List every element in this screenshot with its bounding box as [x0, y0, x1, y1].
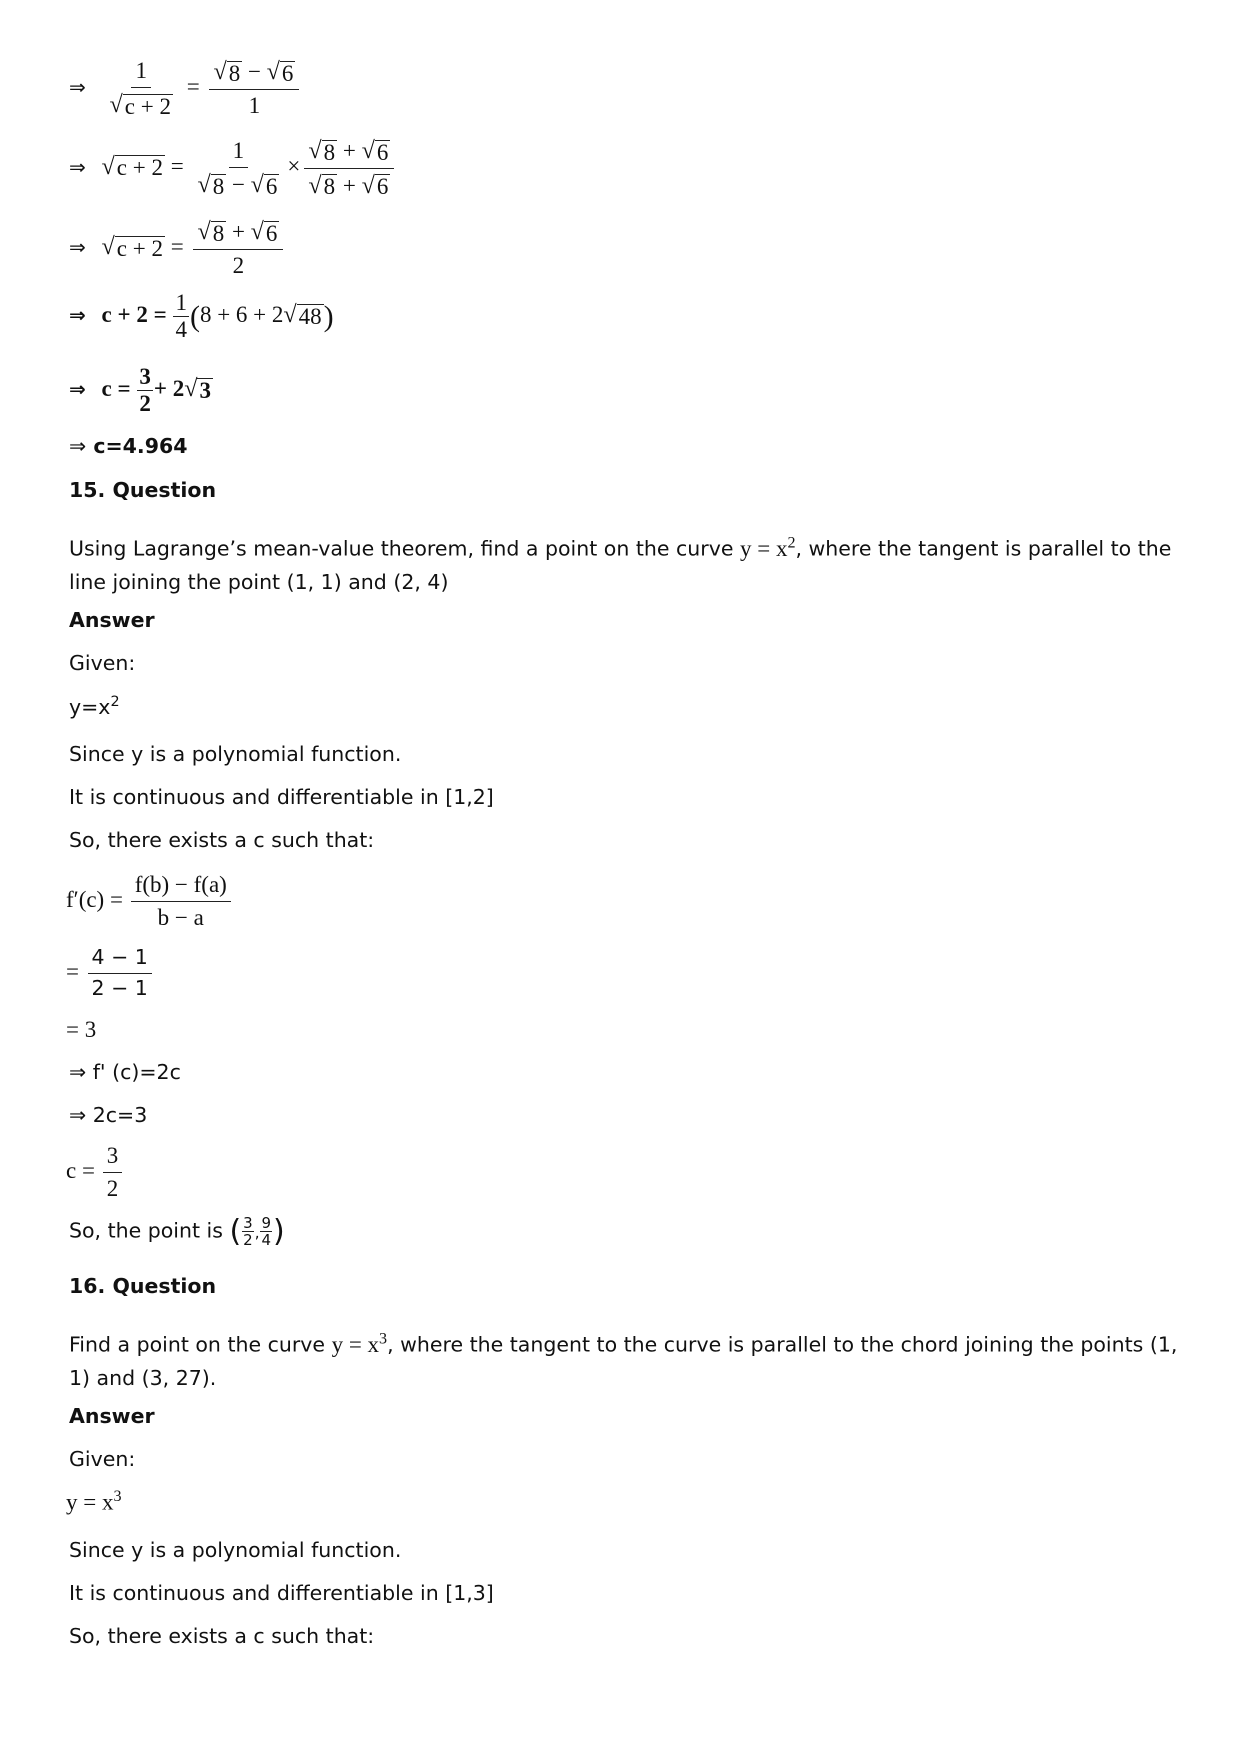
question-15-text: Using Lagrange’s mean-value theorem, find a point on the curve $y = x^2$, where the tangent is parallel to the line joining the point (1, 1) and (2, 4) [69, 534, 1172, 594]
statement-exists-c-16: So, there exists a c such that: [69, 1624, 375, 1648]
statement-exists-c: So, there exists a c such that: [69, 828, 375, 852]
mvt-result: = 3 [66, 1017, 97, 1042]
implies-arrow: ⇒ [69, 234, 86, 259]
implies-arrow: ⇒ [69, 74, 86, 99]
statement-continuous-16: It is continuous and differentiable in [1,3] [69, 1581, 494, 1605]
c-value: c = $\frac{3}{2}$ [66, 1143, 126, 1203]
mvt-formula: f′(c) = $\frac{f(b) - f(a)}{b - a}$ [66, 872, 235, 932]
eq-step-2: ⇒ √ c + 2 = 1 √ 8 − √ 6 × √ 8 + √ 6 √ 8 + √ 6 [69, 137, 398, 200]
given-equation: $y=x^2$ [69, 694, 120, 719]
eq-step-5: ⇒ c = $\frac{3}{2}$ + 2 √ 3 [69, 364, 211, 417]
statement-polynomial-16: Since y is a polynomial function. [69, 1538, 402, 1562]
equation-2c: ⇒ 2c=3 [69, 1103, 148, 1127]
eq-step-4: ⇒ c + 2 = $\frac{1}{4}$ (8 + 6 + 2 √ 48 ) [69, 290, 334, 343]
statement-polynomial: Since y is a polynomial function. [69, 742, 402, 766]
given-label-16: Given: [69, 1447, 136, 1471]
point-result: So, the point is ( $\frac{3}{2}$ , $\frac{9}{4}$ ) [69, 1213, 285, 1249]
given-equation-16: $y = x^3$ [66, 1488, 122, 1515]
eq-step-1: ⇒ 1 √ c + 2 = √ 8 − √ 6 1 [69, 58, 303, 119]
statement-continuous: It is continuous and differentiable in [1,2] [69, 785, 494, 809]
given-label: Given: [69, 651, 136, 675]
implies-arrow: ⇒ [69, 154, 86, 179]
answer-label: Answer [69, 608, 155, 632]
eq-step-3: ⇒ √ c + 2 = √ 8 + √ 6 2 [69, 218, 287, 279]
mvt-substitution: = $\frac{4 - 1}{2 - 1}$ [66, 946, 156, 1000]
answer-label-16: Answer [69, 1404, 155, 1428]
question-16-title: 16. Question [69, 1274, 217, 1298]
derivative-line: ⇒ f' (c)=2c [69, 1060, 181, 1084]
implies-arrow: ⇒ [69, 377, 86, 402]
implies-arrow: ⇒ [69, 303, 86, 328]
eq-step-6: ⇒ c=4.964 [69, 434, 188, 458]
question-15-title: 15. Question [69, 478, 217, 502]
question-16-text: Find a point on the curve $y = x^3$, where the tangent to the curve is parallel to the chord joining the points (1, 1) and (3, 27). [69, 1330, 1178, 1390]
